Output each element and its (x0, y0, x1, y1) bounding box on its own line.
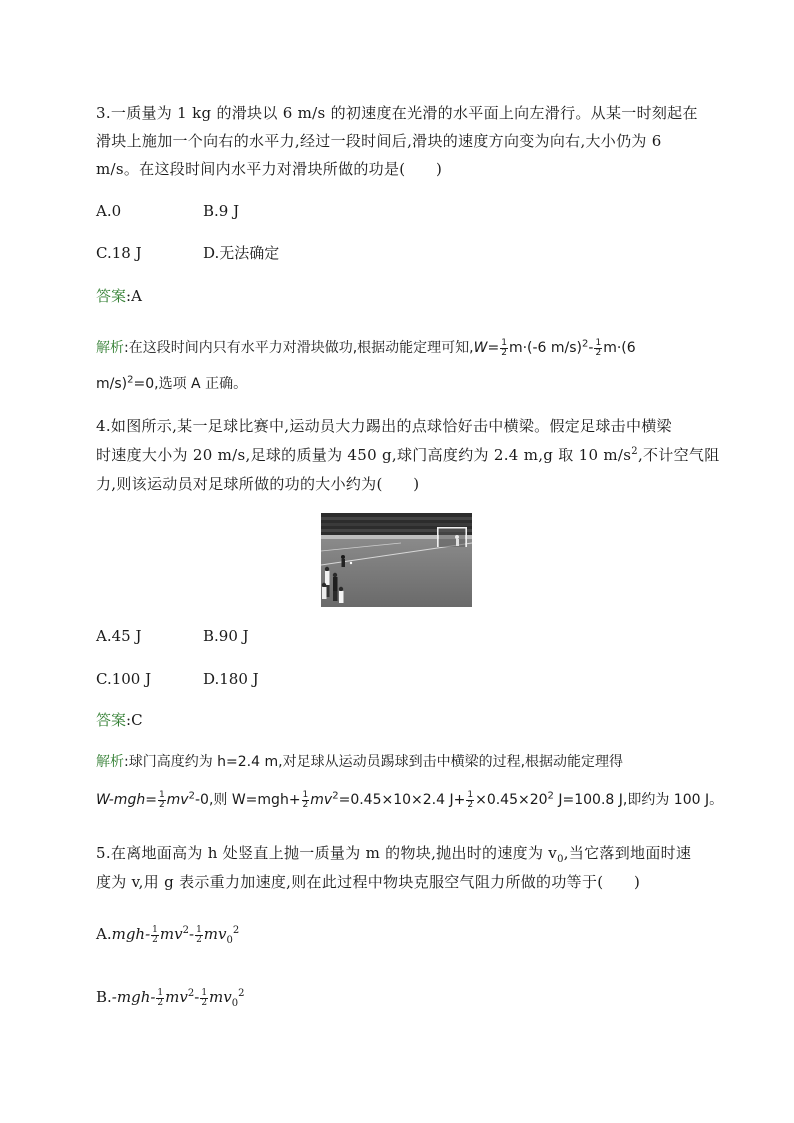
q4-stem-line-3: 力,则该运动员对足球所做的功的大小约为( ) (96, 475, 420, 493)
q4-answer (96, 710, 696, 730)
q3-analysis-text: :在这段时间内只有水平力对滑块做功,根据动能定理可知, (124, 340, 474, 356)
football-penalty-photo (321, 513, 472, 607)
q3-option-a: A.0 (96, 202, 122, 220)
q3-formula-term-1: m·(-6 m/s) (508, 340, 583, 356)
q3-option-b: B.9 J (203, 202, 240, 220)
q3-option-d: D.无法确定 (203, 244, 280, 262)
q4-option-c: C.100 J (96, 670, 152, 688)
q4-analysis-line-1: 解析:球门高度约为 h=2.4 m,对足球从运动员踢球到击中横梁的过程,根据动能定理得 (96, 754, 624, 770)
q3-answer-label: 答案 (96, 287, 127, 305)
q3-formula-w: W= (473, 340, 500, 356)
q4-option-b: B.90 J (203, 627, 249, 645)
q3-fraction-half-1: $\frac{1}{2}$ (501, 337, 507, 358)
q5a-fraction-half-1: $\frac{1}{2}$ (152, 924, 158, 945)
q5b-fraction-half-1: $\frac{1}{2}$ (157, 987, 164, 1008)
q3-option-c: C.18 J (96, 244, 142, 262)
q4-option-d: D.180 J (203, 670, 259, 688)
q3-formula-term-2: m·(6 (603, 340, 636, 356)
q4-stem-line-2: 时速度大小为 20 m/s,足球的质量为 450 g,球门高度约为 2.4 m,g 取 10 $m/s^2$,不计空气阻 (96, 446, 720, 464)
q3-stem-line-3: m/s。在这段时间内水平力对滑块所做的功是( ) (96, 160, 443, 178)
q3-analysis-line-2: m/s)$^2$=0,选项 A 正确。 (96, 374, 248, 392)
football-photo-drawing (321, 513, 472, 607)
q5-option-b: B.-mgh- $\frac{1}{2}$ $mv^2-$ $\frac{1}{2}$ $mv_0^2$ (96, 987, 245, 1009)
q4-answer-label: 答案 (96, 711, 127, 729)
q3-analysis-label: 解析 (96, 340, 124, 356)
q4-stem-line-1: 4.如图所示,某一足球比赛中,运动员大力踢出的点球恰好击中横梁。假定足球击中横梁 (96, 417, 672, 435)
q5a-fraction-half-2: $\frac{1}{2}$ (196, 924, 202, 945)
q3-answer (96, 286, 696, 306)
q4-fraction-half-2: $\frac{1}{2}$ (302, 789, 309, 810)
q5-stem-line-2: 度为 v,用 g 表示重力加速度,则在此过程中物块克服空气阻力所做的功等于( ) (96, 873, 641, 891)
q3-analysis-line-1: 解析:在这段时间内只有水平力对滑块做功,根据动能定理可知,W= $\frac{1}{2}$ m·(-6 m/s)$^2$- $\frac{1}{2}$ m·(6 (96, 337, 636, 358)
q4-answer-value: :C (126, 711, 143, 729)
q5-option-a: A.mgh- $\frac{1}{2}$ $mv^2-$ $\frac{1}{2}$ $mv_0^2$ (96, 924, 240, 946)
q4-option-a: A.45 J (96, 627, 142, 645)
q4-fraction-half-1: $\frac{1}{2}$ (158, 789, 165, 810)
q3-answer-value: :A (126, 287, 142, 305)
q3-fraction-half-2: $\frac{1}{2}$ (595, 337, 602, 358)
q5b-fraction-half-2: $\frac{1}{2}$ (201, 987, 208, 1008)
q3-stem-line-1: 3.一质量为 1 kg 的滑块以 6 m/s 的初速度在光滑的水平面上向左滑行。从某一时刻起在 (96, 104, 698, 122)
q4-fraction-half-3: $\frac{1}{2}$ (467, 789, 474, 810)
q5-stem-line-1: 5.在离地面高为 h 处竖直上抛一质量为 m 的物块,抛出时的速度为 $v_0$,当它落到地面时速 (96, 844, 692, 865)
q4-analysis-line-2: W-mgh= $\frac{1}{2}$ $mv^2-0$,则 W=mgh+ $\frac{1}{2}$ $mv^2=0.45\times 10\times 2.4$ J+ $\frac{1}{2}$ $\times 0.45\times 20^2$ J=100.8 J,即约为 100 J。 (96, 789, 724, 810)
q3-stem-line-2: 滑块上施加一个向右的水平力,经过一段时间后,滑块的速度方向变为向右,大小仍为 6 (96, 132, 662, 150)
q4-analysis-label: 解析 (96, 754, 124, 770)
